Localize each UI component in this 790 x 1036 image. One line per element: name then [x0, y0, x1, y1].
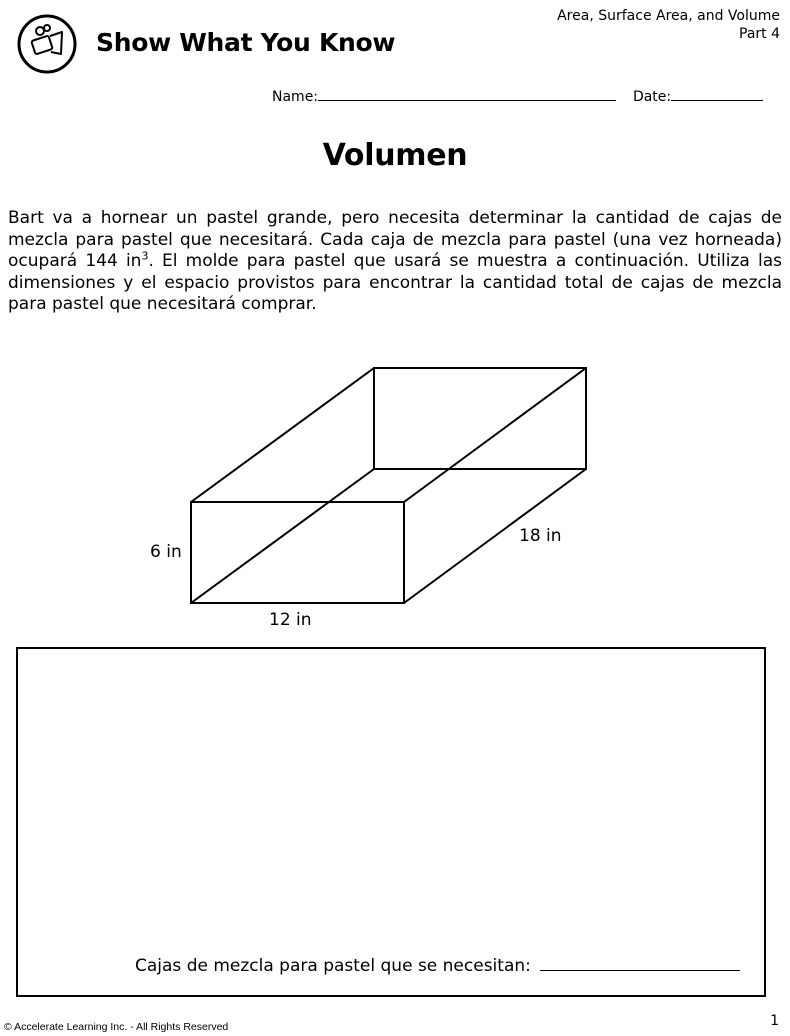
problem-superscript: 3	[141, 249, 149, 263]
depth-label: 18 in	[519, 526, 562, 546]
answer-label: Cajas de mezcla para pastel que se necesitan:	[135, 956, 531, 976]
answer-row	[135, 956, 740, 976]
prism-front-face	[191, 502, 404, 603]
topic-header	[557, 7, 780, 43]
name-field[interactable]	[318, 100, 616, 101]
height-label: 6 in	[150, 542, 182, 562]
problem-text-part-1: Bart va a hornear un pastel grande, pero necesita determinar la cantidad de cajas de mezcla para pastel que necesitará. Cada caja de mezcla para pastel (una vez horneada) ocupará 144 in	[8, 208, 782, 271]
topic-part: Part 4	[739, 26, 780, 42]
prism-edge-bottom-left	[191, 469, 374, 603]
width-label: 12 in	[269, 610, 312, 630]
date-label: Date:	[632, 89, 672, 105]
name-label: Name:	[272, 89, 319, 105]
topic-title: Area, Surface Area, and Volume	[557, 8, 780, 24]
camera-reel-icon	[17, 14, 77, 74]
copyright: © Accelerate Learning Inc. - All Rights Reserved	[4, 1021, 229, 1033]
brand-title: Show What You Know	[96, 28, 396, 57]
name-date-row	[272, 89, 763, 105]
prism-edge-top-left	[191, 368, 374, 502]
page-number: 1	[770, 1013, 779, 1029]
work-area[interactable]	[16, 647, 766, 997]
answer-field[interactable]	[540, 970, 740, 971]
prism-back-face	[374, 368, 586, 469]
problem-text-part-2: . El molde para pastel que usará se muestra a continuación. Utiliza las dimensiones y el espacio provistos para encontrar la cantidad total de cajas de mezcla para pastel que necesitará comprar.	[8, 251, 783, 314]
prism-edge-top-right	[404, 368, 586, 502]
page-title: Volumen	[322, 138, 468, 173]
date-field[interactable]	[671, 100, 763, 101]
problem-text	[8, 208, 782, 316]
prism-figure	[0, 330, 790, 640]
